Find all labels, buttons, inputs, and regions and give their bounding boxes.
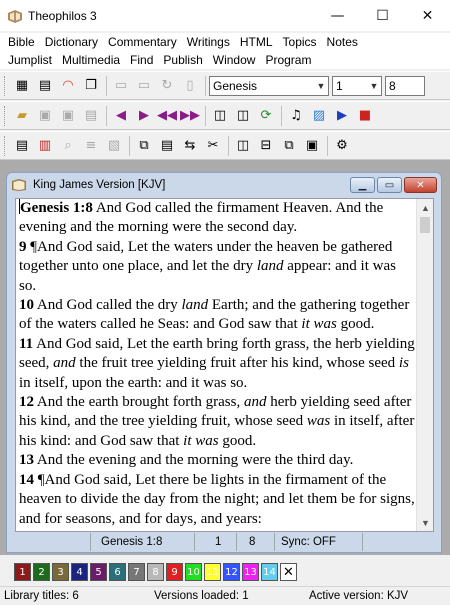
verse-number: 12: [19, 394, 34, 411]
highlight-swatch-12[interactable]: 12: [223, 563, 240, 581]
verse-italic-text: was: [306, 413, 331, 430]
verse-italic-text: is: [398, 355, 409, 372]
menu-dictionary[interactable]: Dictionary: [44, 35, 99, 49]
scroll-thumb[interactable]: [420, 217, 430, 233]
text-icon[interactable]: ▯: [186, 78, 194, 93]
child-minimize-button[interactable]: ▁: [350, 177, 375, 193]
arrange-icon[interactable]: ▣: [305, 138, 319, 153]
bible-window-title: King James Version [KJV]: [33, 179, 166, 191]
copy-windows-icon[interactable]: ❐: [85, 78, 97, 93]
paste-icon[interactable]: ▤: [160, 138, 174, 153]
verse-italic-text: and: [53, 355, 76, 372]
menu-writings[interactable]: Writings: [186, 35, 230, 49]
toolbar-grip[interactable]: [4, 136, 7, 156]
verse: [19, 335, 415, 393]
save-all-icon[interactable]: ▣: [61, 108, 75, 123]
verse-select[interactable]: [385, 76, 425, 96]
verse: [19, 393, 415, 451]
print-icon[interactable]: ▥: [38, 138, 52, 153]
prev-chapter-icon[interactable]: ◀: [116, 108, 126, 123]
verse-text: the fruit tree yielding fruit after his kind, whose seed: [75, 355, 399, 372]
open-folder-icon[interactable]: ▰: [17, 108, 27, 123]
toolbar-grip[interactable]: [4, 106, 7, 126]
cascade-icon[interactable]: ⧉: [284, 138, 294, 153]
save-icon[interactable]: ▣: [38, 108, 52, 123]
verse-number: 13: [19, 452, 34, 469]
toolbar-2: [0, 101, 450, 130]
tile-vertical-icon[interactable]: ◫: [236, 138, 250, 153]
separator: [129, 136, 130, 156]
scroll-down-icon[interactable]: ▼: [421, 517, 430, 528]
verse-italic-text: land: [181, 297, 209, 314]
status-verse: 8: [237, 533, 275, 551]
menu-window[interactable]: Window: [212, 53, 256, 67]
vertical-scrollbar[interactable]: [416, 199, 433, 531]
verse-number: 14: [19, 471, 34, 488]
verse: [19, 296, 415, 335]
verse-number: 10: [19, 297, 34, 314]
menu-notes[interactable]: Notes: [326, 35, 358, 49]
verse-text: And the evening and the morning were the third day.: [34, 452, 354, 469]
verse-text: And God said, Let the earth bring forth grass, the herb yielding seed,: [19, 335, 415, 372]
separator: [106, 106, 107, 126]
chevron-down-icon: ▼: [316, 80, 326, 91]
highlight-swatch-14[interactable]: 14: [261, 563, 278, 581]
text-edit-icon[interactable]: ≡: [85, 138, 97, 153]
highlight-swatch-13[interactable]: 13: [242, 563, 259, 581]
highlight-color-bar: [0, 559, 450, 585]
verse-icon[interactable]: ✂: [207, 138, 219, 153]
bible-window-titlebar[interactable]: [7, 173, 441, 197]
scripture-text-area[interactable]: [15, 198, 434, 532]
first-book-icon[interactable]: ◀◀: [157, 108, 177, 123]
book-select-value: Genesis: [213, 78, 258, 93]
play-icon[interactable]: ▶: [337, 108, 347, 123]
verse-text: ¶And God said, Let the waters under the heaven be gathered together unto one place, and let the dry: [19, 238, 393, 275]
menu-topics[interactable]: Topics: [282, 35, 317, 49]
chevron-down-icon: ▼: [369, 80, 379, 91]
image-icon[interactable]: ▨: [312, 108, 326, 123]
bookmark-icon[interactable]: ↻: [161, 78, 173, 93]
verse-select-value: 8: [389, 78, 396, 93]
verse: [19, 471, 415, 529]
bible-window-status: [15, 533, 434, 551]
window-title: Theophilos 3: [28, 8, 97, 23]
menu-row-2: [0, 51, 450, 69]
status-sync: Sync: OFF: [275, 533, 363, 551]
book-icon: [11, 178, 27, 192]
verse-number: 9: [19, 238, 27, 255]
verse-italic-text: it was: [301, 316, 337, 333]
close-button[interactable]: ✕: [421, 7, 434, 24]
status-chapter: 1: [195, 533, 237, 551]
open-book-icon[interactable]: ▭: [114, 78, 128, 93]
highlight-swatch-9[interactable]: 9: [166, 563, 183, 581]
status-bar: [0, 586, 450, 605]
highlight-swatch-4[interactable]: 4: [71, 563, 88, 581]
rainbow-icon[interactable]: ◠: [62, 78, 74, 93]
menu-commentary[interactable]: Commentary: [108, 35, 177, 49]
bible-pages-icon[interactable]: ▦: [15, 78, 29, 93]
chapter-select-value: 1: [336, 78, 343, 93]
clear-highlight-button[interactable]: ✕: [280, 563, 297, 581]
highlight-swatch-2[interactable]: 2: [33, 563, 50, 581]
highlight-swatch-8[interactable]: 8: [147, 563, 164, 581]
separator: [205, 76, 206, 96]
scroll-up-icon[interactable]: ▲: [421, 202, 430, 213]
menu-bible[interactable]: Bible: [8, 35, 35, 49]
verse-text: in itself, upon the earth: and it was so.: [19, 374, 248, 391]
verse-text: in itself, after his kind: and God saw that: [19, 413, 415, 449]
maximize-button[interactable]: ☐: [376, 7, 389, 24]
book-select[interactable]: [209, 76, 329, 96]
verse-italic-text: land: [256, 258, 284, 275]
status-reference: Genesis 1:8: [91, 533, 195, 551]
highlight-swatch-3[interactable]: 3: [52, 563, 69, 581]
print-preview-icon[interactable]: ▤: [15, 138, 29, 153]
chapter-select[interactable]: [332, 76, 382, 96]
toolbar-grip[interactable]: [4, 76, 7, 96]
verse-text: Earth; and the gathering together of the waters called he Seas: and God saw that: [19, 297, 410, 333]
mdi-workspace: [0, 160, 450, 555]
separator: [106, 76, 107, 96]
tile-horizontal-icon[interactable]: ⊟: [260, 138, 272, 153]
speaker-icon[interactable]: ♫: [290, 108, 302, 123]
menu-html[interactable]: HTML: [239, 35, 273, 49]
menu-find[interactable]: Find: [130, 53, 154, 67]
separator: [327, 136, 328, 156]
verse: [19, 451, 415, 470]
find-icon[interactable]: ▧: [107, 138, 121, 153]
highlight-swatch-1[interactable]: 1: [14, 563, 31, 581]
verse: [19, 238, 415, 296]
verse-number: Genesis 1:8: [20, 200, 93, 216]
minimize-button[interactable]: —: [330, 7, 345, 24]
verse-text: And the earth brought forth grass,: [34, 394, 244, 411]
highlight-swatch-6[interactable]: 6: [109, 563, 126, 581]
bible-stack-icon[interactable]: ▤: [38, 78, 52, 93]
status-versions: Versions loaded: 1: [154, 590, 249, 602]
save-plus-icon[interactable]: ▤: [84, 108, 98, 123]
status-active: Active version: KJV: [309, 590, 409, 602]
toolbar-3: [0, 131, 450, 160]
copy-icon[interactable]: ⧉: [139, 138, 149, 153]
verse-italic-text: and: [243, 394, 267, 411]
highlight-swatch-5[interactable]: 5: [90, 563, 107, 581]
verse-text: ¶And God said, Let there be lights in the firmament of the heaven to divide the day from the night; and let them be for signs, and for seasons, and for days, and years:: [19, 471, 415, 527]
separator: [228, 136, 229, 156]
child-close-button[interactable]: ✕: [404, 177, 437, 193]
app-icon: [7, 8, 23, 24]
open-book-2-icon[interactable]: ▭: [137, 78, 151, 93]
bible-window: [6, 172, 442, 553]
highlight-swatch-10[interactable]: 10: [185, 563, 202, 581]
verse-number: 11: [19, 335, 34, 352]
menu-program[interactable]: Program: [265, 53, 312, 67]
search-icon[interactable]: ⌕: [64, 138, 72, 153]
menu-row-1: [0, 33, 450, 51]
separator: [281, 106, 282, 126]
verse-text: good.: [336, 316, 375, 333]
menu-jumplist[interactable]: Jumplist: [8, 53, 53, 67]
menu-publish[interactable]: Publish: [163, 53, 203, 67]
back-page-icon[interactable]: ◫: [236, 108, 250, 123]
child-restore-button[interactable]: ▭: [377, 177, 402, 193]
menu-bar: [0, 33, 450, 69]
verse: [19, 199, 415, 238]
last-book-icon[interactable]: ▶▶: [180, 108, 200, 123]
menu-multimedia[interactable]: Multimedia: [62, 53, 121, 67]
highlight-swatch-11[interactable]: 11: [204, 563, 221, 581]
highlight-swatch-7[interactable]: 7: [128, 563, 145, 581]
scripture-text: [19, 199, 415, 529]
toolbar-1: [0, 71, 450, 100]
status-blank: [15, 533, 91, 551]
stop-icon[interactable]: ■: [358, 108, 372, 123]
verse-text: And God called the dry: [34, 297, 182, 314]
parallel-icon[interactable]: ⇆: [184, 138, 196, 153]
verse-text: herb yielding seed after his kind, and the tree yielding fruit, whose seed: [19, 394, 412, 430]
status-library: Library titles: 6: [4, 590, 79, 602]
prev-page-icon[interactable]: ◫: [213, 108, 227, 123]
verse-italic-text: it was: [183, 432, 219, 449]
title-bar: [0, 0, 450, 31]
verse-text: appear: and it was so.: [19, 258, 396, 294]
verse-text: And God called the firmament Heaven. And the evening and the morning were the second day.: [19, 200, 384, 236]
verse-text: good.: [218, 432, 257, 449]
settings-icon[interactable]: ⚙: [336, 138, 348, 153]
separator: [205, 106, 206, 126]
refresh-icon[interactable]: ⟳: [260, 108, 272, 123]
next-chapter-icon[interactable]: ▶: [139, 108, 149, 123]
